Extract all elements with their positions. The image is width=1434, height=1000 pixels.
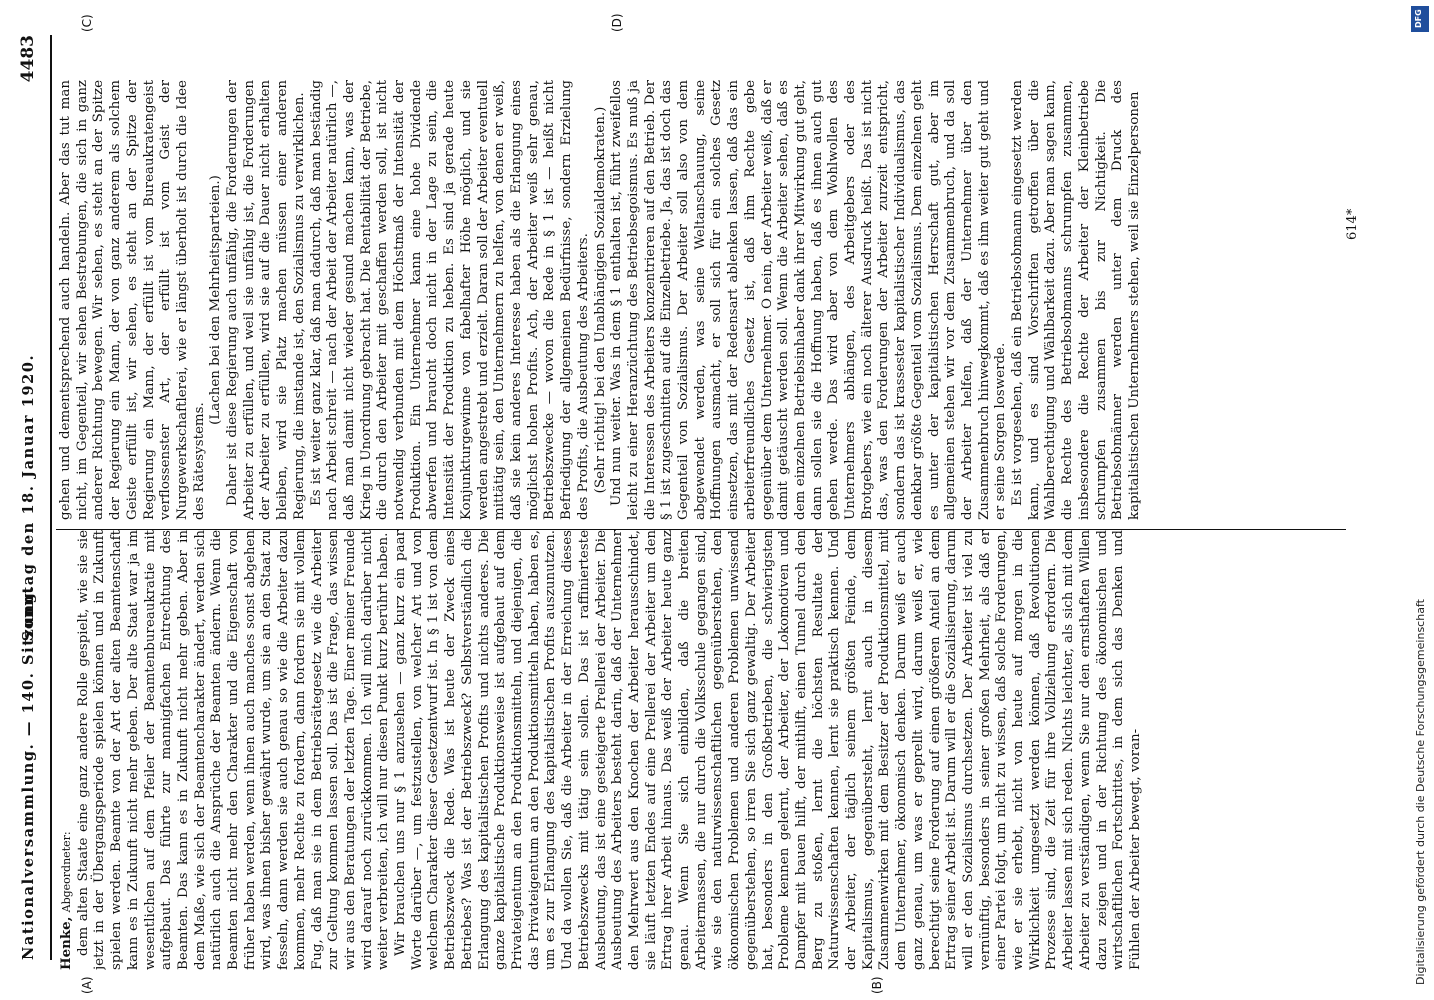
paragraph: Daher ist diese Regierung auch unfähig, die Forderungen der Arbeiter zu erfüllen, und weil sie unfähig ist, die Forderungen der Arbeiter zu erfüllen, wird sie auf die Dauer nicht erhalten bleiben, wird sie Platz machen müssen einer anderen Regierung, die imstande ist, den Sozialismus zu verwirklichen. (225, 80, 307, 520)
page-number: 4483 (18, 35, 38, 83)
interjection: (Lachen bei den Mehrheitsparteien.) (208, 175, 224, 425)
margin-marker-d: (D) (610, 13, 624, 32)
paragraph: Wir brauchen uns nur § 1 anzusehen — ganz kurz ein paar Worte darüber —, um festzustellen, von welcher Art und von welchem Charakter dieser Gesetzentwurf ist. In § 1 ist von dem Betriebszweck die Rede. Was ist heute der Zweck eines Betriebes? Was ist der Betriebszweck? Selbstverständlich die Erlangung des kapitalistischen Profits und nichts anderes. Die ganze kapitalistische Produktionsweise ist aufgebaut auf dem Privateigentum an den Produktionsmitteln, und diejenigen, die das Privateigentum an den Produktionsmitteln haben, haben es, um es zur Erlangung des kapitalistischen Profits auszunutzen. Und da wollen Sie, daß die Arbeiter in der Erreichung dieses Betriebszwecks mit tätig sein sollen. Das ist raffinierteste Ausbeutung, das ist eine gesteigerte Prellerei der Arbeiter. Die Ausbeutung des Arbeiters besteht darin, daß der Unternehmer den Mehrwert aus den Knochen der Arbeiter herausschindet, sie läuft letzten Endes auf eine Prellerei der Arbeiter um den Ertrag ihrer Arbeit hinaus. Das weiß der Arbeiter heute ganz genau. Wenn Sie sich einbilden, daß die breiten Arbeitermassen, die nur durch die Volksschule gegangen sind, wie sie den naturwissenschaftlichen gegenüberstehen, den ökonomischen Problemen und anderen Problemen unwissend gegenüberstehen, so irren Sie sich ganz gewaltig. Der Arbeiter hat, besonders in den Großbetrieben, die schwierigsten Probleme kennen gelernt, der Arbeiter, der Lokomotiven und Dampfer mit bauen hilft, der mithilft, einen Tunnel durch den Berg zu stoßen, lernt die höchsten Resultate der Naturwissenschaften kennen, lernt sie praktisch kennen. Und der Arbeiter, der täglich seinem größten Feinde, dem Kapitalismus, gegenübersteht, lernt auch in diesem Zusammenwirken mit dem Besitzer der Produktionsmittel, mit dem Unternehmer, ökonomisch denken. Darum weiß er auch ganz genau, um was er geprellt wird, darum weiß er, wie berechtigt seine Forderung auf einen größeren Anteil an dem Ertrag seiner Arbeit ist. Darum will er die Sozialisierung, darum will er den Sozialismus durchsetzen. Der Arbeiter ist viel zu vernünftig, besonders in seiner großen Mehrheit, als daß er einer Partei folgt, um nicht zu wissen, daß solche Forderungen, wie er sie erhebt, nicht von heute auf morgen in die Wirklichkeit umgesetzt werden können, daß Revolutionen Prozesse sind, die Zeit für ihre Vollziehung erfordern. Die Arbeiter lassen mit sich reden. Nichts leichter, als sich mit dem Arbeiter zu verständigen, wenn Sie nur den ernsthaften Willen dazu zeigen und in der Richtung des ökonomischen und wirtschaftlichen Fortschrittes, in dem sich das Denken und Fühlen der Arbeiter bewegt, voran- (393, 530, 1143, 970)
page-header (14, 35, 44, 960)
header-session: Nationalversammlung. — 140. Sitzung. (20, 584, 37, 960)
dfg-notice (1408, 0, 1434, 1000)
header-rule (50, 35, 52, 960)
paragraph (58, 530, 76, 970)
dfg-logo-text: DFG (1414, 9, 1423, 28)
margin-marker-a: (A) (80, 976, 94, 994)
sheet-signature: 614* (1345, 208, 1360, 240)
paragraph: dem alten Staate eine ganz andere Rolle gespielt, wie sie sie jetzt in der Übergangsperiode spielen können und in Zukunft spielen werden. Beamte von der Art der alten Beamtenschaft kann es in Zukunft nicht mehr geben. Der alte Staat war ja im wesentlichen auf dem Pfeiler der Beamtenbureaukratie mit aufgebaut. Das führte zur mannigfachen Entrechtung des Beamten. Das kann es in Zukunft nicht mehr geben. Aber in dem Maße, wie sich der Beamtencharakter ändert, werden sich natürlich auch die Ansprüche der Beamten ändern. Wenn die Beamten nicht mehr den Charakter und die Eigenschaft von früher haben werden, wenn ihnen auch manches sonst abgehen wird, was ihnen bisher gewährt wurde, um sie an den Staat zu fesseln, dann werden sie auch genau so wie die Arbeiter dazu kommen, mehr Rechte zu fordern, dann fordern sie mit vollem Fug, daß man sie in dem Betriebsrätegesetz wie die Arbeiter zur Geltung kommen lassen soll. Das ist die Frage, das wissen wir aus den Beratungen der letzten Tage. Einer meiner Freunde wird darauf noch zurückkommen. Ich will mich darüber nicht weiter verbreiten, ich will nur diesen Punkt kurz berührt haben. (75, 530, 392, 970)
paragraph: Es ist vorgesehen, daß ein Betriebsobmann eingesetzt werden kann, und es sind Vorschriften getroffen über die Wahlberechtigung und Wählbarkeit dazu. Aber man sagen kann, die Rechte des Betriebsobmanns schrumpfen zusammen, insbesondere die Rechte der Arbeiter der Kleinbetriebe schrumpfen zusammen bis zur Nichtigkeit. Die Betriebsobmänner werden unter dem Druck des kapitalistischen Unternehmers stehen, weil sie Einzelpersonen (1010, 80, 1142, 520)
dfg-notice-text: Digitalisierung gefördert durch die Deutsche Forschungsgemeinschaft (1414, 599, 1427, 985)
paragraph: Es ist weiter ganz klar, daß man dadurch, daß man beständig nach Arbeit schreit — nach der Arbeit der Arbeiter natürlich —, daß man damit nicht wieder gesund machen kann, was der Krieg in Unordnung gebracht hat. Die Rentabilität der Betriebe, die durch den Arbeiter mit geschaffen werden soll, ist nicht notwendig verbunden mit dem Höchstmaß der Intensität der Produktion. Ein Unternehmer kann eine hohe Dividende abwerfen und braucht doch nicht in der Lage zu sein, die Intensität der Produktion zu heben. Es sind ja gerade heute Konjunkturgewinne von fabelhafter Höhe möglich, und sie werden angestrebt und erzielt. Daran soll der Arbeiter eventuell mittätig sein, den Unternehmern zu helfen, von denen er weiß, daß sie kein anderes Interesse haben als die Erlangung eines möglichst hohen Profits. Ach, der Arbeiter weiß sehr genau, Betriebszwecke — wovon die Rede in § 1 ist — heißt nicht Befriedigung der allgemeinen Bedürfnisse, sondern Erzielung des Profits, die Ausbeutung des Arbeiters. (308, 80, 591, 520)
header-date: Sonntag den 18. Januar 1920. (20, 353, 37, 642)
speaker-role: Abgeordneter: (60, 831, 73, 913)
speaker-name: Henke, (58, 916, 74, 970)
dfg-logo (1411, 6, 1429, 32)
paragraph: gehen und dementsprechend auch handeln. Aber das tut man nicht, im Gegenteil, wir sehen Bestrebungen, die sich in ganz anderer Richtung bewegen. Wir sehen, es steht an der Spitze der Regierung ein Mann, der von ganz anderem als solchem Geiste erfüllt ist, wir sehen, es steht an der Spitze der Regierung ein Mann, der erfüllt ist vom Bureaukratengeist verflossenster Art, der erfüllt ist vom Geist der Nurgewerkschaftlerei, wie er längst überholt ist durch die Idee des Rätesystems. (58, 80, 207, 520)
paragraph: Und nun weiter. Was in dem § 1 enthalten ist, führt zweifellos leicht zu einer Heranzüchtung des Betriebsegoismus. Es muß ja die Interessen des Arbeiters konzentrieren auf den Betrieb. Der § 1 ist zugeschnitten auf die Einzelbetriebe. Ja, das ist doch das Gegenteil von Sozialismus. Der Arbeiter soll also von dem abgewendet werden, was seine Weltanschauung, seine Hoffnungen ausmacht, er soll sich für ein solches Gesetz einsetzen, das mit der Redensart ablenken lassen, daß das ein arbeiterfreundliches Gesetz ist, daß ihm Rechte gebe gegenüber dem Unternehmer. O nein, der Arbeiter weiß, daß er damit getäuscht werden soll. Wenn die Arbeiter sehen, daß es dem einzelnen Betriebsinhaber dank ihrer Mitwirkung gut geht, dann sollen sie die Hoffnung haben, daß es ihnen auch gut gehen werde. Das wird aber von dem Wohlwollen des Unternehmers abhängen, des Arbeitgebers oder des Brotgebers, wie ein noch älterer Ausdruck heißt. Das ist nicht das, was den Forderungen der Arbeiter zurzeit entspricht, sondern das ist krassester kapitalistischer Individualismus, das denkbar größte Gegenteil vom Sozialismus. Dem einzelnen geht es unter der kapitalistischen Herrschaft gut, aber im allgemeinen stehen wir vor dem Zusammenbruch, und da soll der Arbeiter helfen, daß der Unternehmer über den Zusammenbruch hinwegkommt, daß es ihm weiter gut geht und er seine Sorgen loswerde. (609, 80, 1009, 520)
right-column (58, 80, 1342, 520)
left-column (58, 530, 1342, 970)
margin-marker-c: (C) (80, 14, 94, 32)
margin-marker-b: (B) (870, 976, 884, 994)
interjection: (Sehr richtig! bei den Unabhängigen Sozialdemokraten.) (592, 106, 608, 494)
